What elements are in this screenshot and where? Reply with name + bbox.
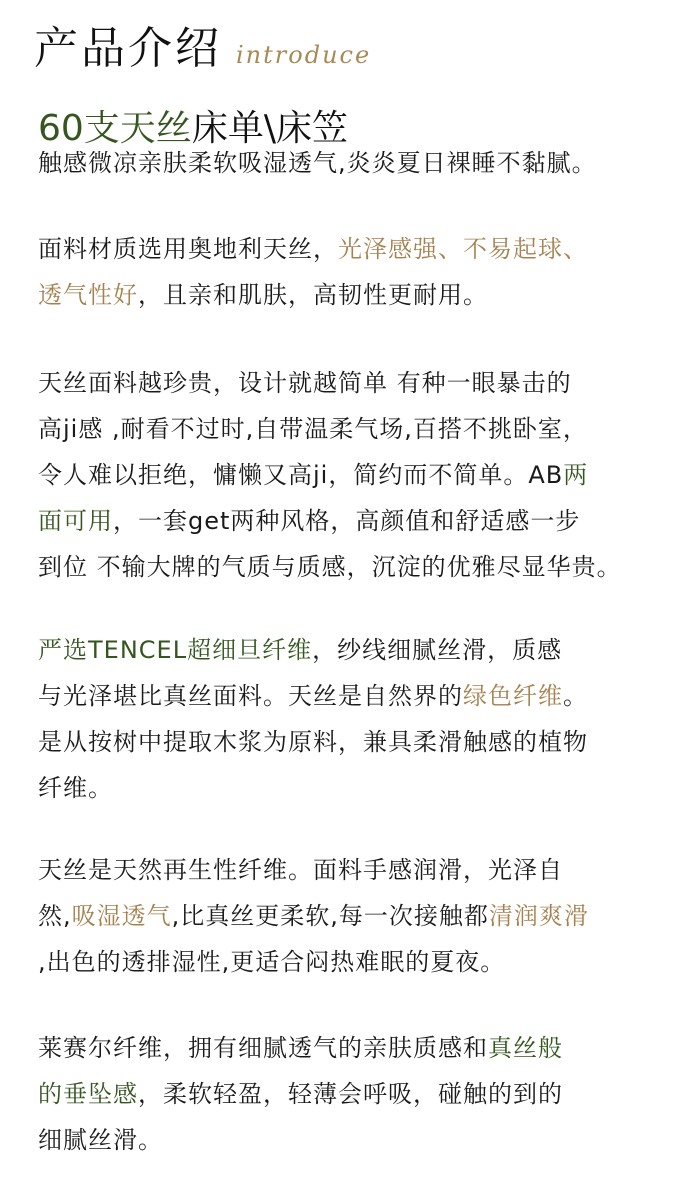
paragraph-lyocell xyxy=(38,1025,678,1163)
text-span: 然, xyxy=(38,902,72,930)
text-span: 面料材质选用奥地利天丝， xyxy=(38,235,338,263)
text-span: ，柔软轻盈，轻薄会呼吸，碰触的到的 xyxy=(138,1080,563,1108)
section-header xyxy=(34,12,371,76)
highlight-span: 两 xyxy=(563,461,589,489)
paragraph-line xyxy=(38,627,678,673)
text-span: ，一套get两种风格，高颜值和舒适感一步 xyxy=(113,507,581,535)
paragraph-line: 天丝是天然再生性纤维。面料手感润滑，光泽自 xyxy=(38,856,563,884)
paragraph-line: 细腻丝滑。 xyxy=(38,1126,163,1154)
paragraph-line xyxy=(38,893,678,939)
paragraph-fiber xyxy=(38,627,678,811)
text-span: ，且亲和肌肤，高韧性更耐用。 xyxy=(138,281,488,309)
product-title-rest: 床单\床笠 xyxy=(191,108,348,149)
paragraph-line: ,出色的透排湿性,更适合闷热难眠的夏夜。 xyxy=(38,948,506,976)
paragraph-line xyxy=(38,452,678,498)
highlight-span: 绿色纤维 xyxy=(463,682,563,710)
product-title-highlight: 60支天丝 xyxy=(38,108,192,149)
paragraph-line xyxy=(38,272,678,318)
paragraph-line: 到位 不输大牌的气质与质感，沉淀的优雅尽显华贵。 xyxy=(38,553,622,581)
paragraph-line xyxy=(38,498,678,544)
highlight-span: 严选TENCEL超细旦纤维 xyxy=(38,636,313,664)
highlight-span: 真丝般 xyxy=(488,1034,563,1062)
intro-line: 触感微凉亲肤柔软吸湿透气,炎炎夏日裸睡不黏腻。 xyxy=(38,149,597,177)
paragraph-line: 高ji感 ,耐看不过时,自带温柔气场,百搭不挑卧室， xyxy=(38,415,588,443)
highlight-span: 面可用 xyxy=(38,507,113,535)
text-span: 与光泽堪比真丝面料。天丝是自然界的 xyxy=(38,682,463,710)
highlight-span: 透气性好 xyxy=(38,281,138,309)
page-title: 产品介绍 xyxy=(34,23,222,74)
paragraph-line: 纤维。 xyxy=(38,774,113,802)
paragraph-line xyxy=(38,1071,678,1117)
paragraph-natural xyxy=(38,847,678,985)
text-span: ，纱线细腻丝滑，质感 xyxy=(312,636,563,664)
text-span: 莱赛尔纤维，拥有细腻透气的亲肤质感和 xyxy=(38,1034,488,1062)
paragraph-line: 是从按树中提取木浆为原料，兼具柔滑触感的植物 xyxy=(38,728,588,756)
paragraph-material xyxy=(38,226,678,318)
paragraph-line xyxy=(38,1025,678,1071)
highlight-span: 光泽感强、不易起球、 xyxy=(338,235,588,263)
paragraph-line xyxy=(38,226,678,272)
paragraph-line: 天丝面料越珍贵，设计就越简单 有种一眼暴击的 xyxy=(38,369,572,397)
highlight-span: 吸湿透气 xyxy=(71,902,172,930)
text-span: 令人难以拒绝，慵懒又高ji，简约而不简单。AB xyxy=(38,461,564,489)
text-span: 。 xyxy=(563,682,588,710)
highlight-span: 的垂坠感 xyxy=(38,1080,138,1108)
text-span: ,比真丝更柔软,每一次接触都 xyxy=(171,902,489,930)
page-subtitle: introduce xyxy=(236,41,372,69)
highlight-span: 清润爽滑 xyxy=(488,902,589,930)
paragraph-line xyxy=(38,673,678,719)
paragraph-design xyxy=(38,360,678,590)
